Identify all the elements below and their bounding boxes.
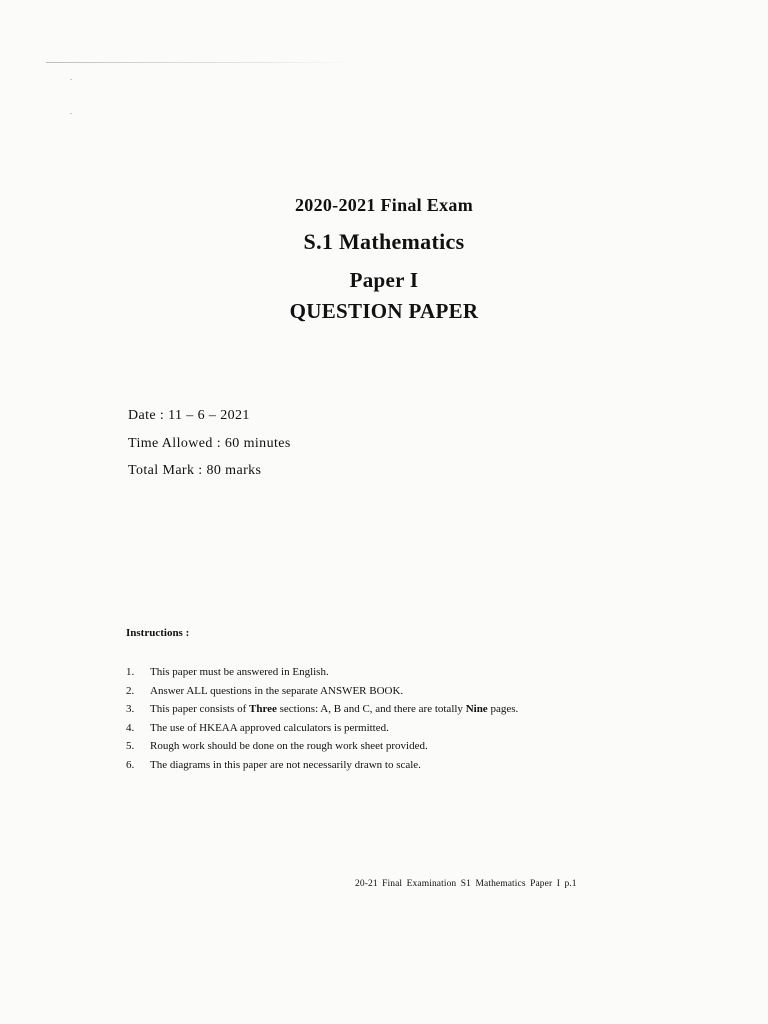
total-mark: Total Mark : 80 marks [128, 463, 262, 478]
instruction-number: 2. [126, 684, 135, 697]
exam-title: 2020-2021 Final Exam [294, 195, 473, 215]
instruction-number: 5. [126, 740, 135, 752]
instruction-item [126, 756, 518, 775]
instruction-number: 6. [126, 758, 135, 771]
instruction-number: 1. [126, 666, 135, 678]
page-footer: 20-21 Final Examination S1 Mathematics Paper I p.1 [355, 879, 577, 889]
instruction-bold-pages: Nine [465, 703, 488, 715]
scan-artifact-dot [70, 79, 72, 80]
instruction-number: 4. [126, 721, 135, 734]
question-paper-title: QUESTION PAPER [289, 299, 479, 323]
instruction-item [126, 737, 518, 756]
exam-date: Date : 11 – 6 – 2021 [128, 408, 250, 423]
instructions-list [126, 663, 518, 774]
scan-artifact-dot [70, 113, 72, 114]
scan-artifact-line [46, 62, 352, 63]
instruction-text: The diagrams in this paper are not necessarily drawn to scale. [150, 758, 421, 771]
instruction-item [126, 719, 518, 738]
instruction-number: 3. [126, 703, 135, 715]
time-allowed: Time Allowed : 60 minutes [128, 436, 291, 451]
instruction-text: This paper consists of [150, 703, 249, 715]
paper-title: Paper I [349, 268, 419, 292]
instruction-text-end: pages. [487, 703, 519, 715]
instruction-text: Answer ALL questions in the separate ANSWER BOOK. [150, 684, 404, 697]
instruction-text: This paper must be answered in English. [150, 666, 329, 678]
instruction-item [126, 682, 518, 701]
instruction-item [126, 663, 518, 682]
instruction-text: Rough work should be done on the rough work sheet provided. [150, 740, 428, 752]
instruction-text: The use of HKEAA approved calculators is permitted. [150, 721, 389, 734]
subject-title: S.1 Mathematics [303, 229, 465, 254]
instructions-heading: Instructions : [126, 627, 190, 639]
instruction-text-cont: sections: A, B and C, and there are totally [276, 703, 466, 715]
instruction-item [126, 700, 518, 719]
instruction-bold-sections: Three [248, 703, 277, 715]
